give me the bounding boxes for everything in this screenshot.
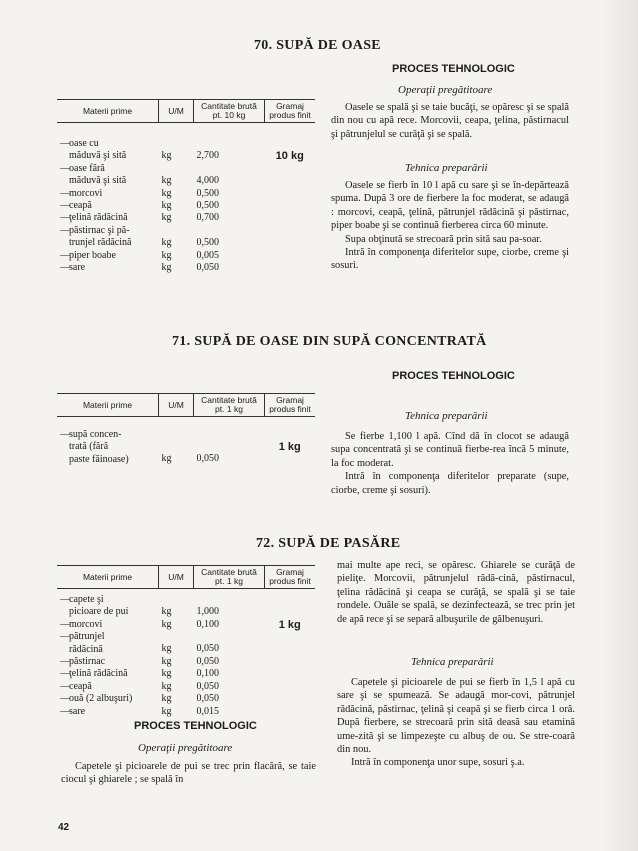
preparation-text-continued: mai multe ape reci, se opăresc. Ghiarele se curăţă de pieliţe. Morcovii, pătrunjelul rădă-cină, păstirnacul, ţelina rădăcină şi ceapa se curăţă, se spală şi se taie rondele. Ouăle se spală, se dezinfectează, se trec prin jet de apă rece şi se separă albuşurile de gălbenuşuri. [337, 560, 575, 625]
header-unit: U/M [159, 100, 194, 123]
ingredients-table: Materii prime U/M Cantitate brută pt. 10 kg Gramaj produs finit —oase cu măduvă şi sită kg 2,700 10 kg —oase fără măduvă şi sită kg 4,000 —morcovi kg 0,500 —ceapă kg 0,500 —ţelină rădăcină kg 0,700 —păstirnac şi pă- trunjel rădăcină kg 0,500 —piper boabe kg 0,005 —sare kg 0,050 [57, 99, 315, 274]
subheading-preparation: Operaţii pregătitoare [138, 742, 233, 754]
ingredients-table: Materii prime U/M Cantitate brută pt. 1 kg Gramaj produs finit —capete şi picioare de pui kg 1,000 —morcovi kg 0,100 1 kg —pătrunjel rădăcină kg 0,050 —păstirnac kg 0,050 —ţelină rădăcină kg 0,100 —ceapă kg 0,050 —ouă (2 albuşuri) kg 0,050 —sare kg 0,015 [57, 565, 315, 718]
header-gross-quantity: Cantitate brută pt. 1 kg [194, 566, 265, 589]
header-materials: Materii prime [57, 566, 159, 589]
preparation-text: Oasele se spală şi se taie bucăţi, se opăresc şi se spală din nou cu apă rece. Morcovii, ceapa, ţelina, păstirnacul şi pătrunjelul se curăţă şi se spală. [331, 102, 569, 140]
process-heading: PROCES TEHNOLOGIC [134, 720, 257, 732]
process-heading: PROCES TEHNOLOGIC [392, 370, 515, 382]
ingredients-table: Materii prime U/M Cantitate brută pt. 1 kg Gramaj produs finit —supă concen- trată (fără paste făinoase) kg 0,050 1 kg [57, 393, 315, 466]
page-number: 42 [58, 822, 70, 833]
header-unit: U/M [159, 566, 194, 589]
header-gross-quantity: Cantitate brută pt. 1 kg [194, 394, 265, 417]
subheading-technique: Tehnica preparării [405, 162, 488, 174]
header-materials: Materii prime [57, 394, 159, 417]
preparation-text: Capetele şi picioarele de pui se trec prin flacără, se taie ciocul şi ghiarele ; se spală în [61, 761, 316, 786]
header-unit: U/M [159, 394, 194, 417]
section-title: 70. SUPĂ DE OASE [254, 38, 381, 53]
header-final-weight: Gramaj produs finit [265, 100, 316, 123]
subheading-preparation: Operaţii pregătitoare [398, 84, 493, 96]
final-weight: 1 kg [278, 441, 301, 453]
final-weight: 1 kg [278, 618, 301, 631]
subheading-technique: Tehnica preparării [405, 410, 488, 422]
technique-text: Oasele se fierb în 10 l apă cu sare şi se în-depărtează spuma. După 3 ore de fierbere la foc moderat, se adaugă : morcovi, ceapă, ţelină, pătrunjel rădăcină şi păstirnac, piper boabe şi se continuă fierberea circa 60 minute. Supa obţinută se strecoară prin sită sau pa-soar. Intră în componenţa diferitelor supe, ciorbe, creme şi sosuri. [331, 180, 569, 272]
header-gross-quantity: Cantitate brută pt. 10 kg [194, 100, 265, 123]
section-title: 72. SUPĂ DE PASĂRE [256, 536, 401, 551]
subheading-technique: Tehnica preparării [411, 656, 494, 668]
technique-text: Capetele şi picioarele de pui se fierb în 1,5 l apă cu sare şi se spumează. Se adaugă mor-covi, pătrunjel rădăcină, păstirnac, ţelină şi ceapă şi se fierb circa 1 oră. După fierbere, se strecoară prin sită deasă sau etamină ume-zită şi se limpezeşte cu albuş de ou. Se stre-coară din nou. Intră în componenţa unor supe, sosuri ş.a. [337, 677, 575, 769]
final-weight: 10 kg [275, 150, 304, 162]
header-materials: Materii prime [57, 100, 159, 123]
process-heading: PROCES TEHNOLOGIC [392, 63, 515, 75]
technique-text: Se fierbe 1,100 l apă. Cînd dă în clocot se adaugă supa concentrată şi se continuă fierbe-rea încă 5 minute, la foc moderat. Intră în componenţa diferitelor preparate (supe, ciorbe, creme şi sosuri). [331, 431, 569, 496]
page-edge-shadow [600, 0, 638, 851]
header-final-weight: Gramaj produs finit [265, 394, 316, 417]
section-title: 71. SUPĂ DE OASE DIN SUPĂ CONCENTRATĂ [172, 334, 487, 349]
header-final-weight: Gramaj produs finit [265, 566, 316, 589]
